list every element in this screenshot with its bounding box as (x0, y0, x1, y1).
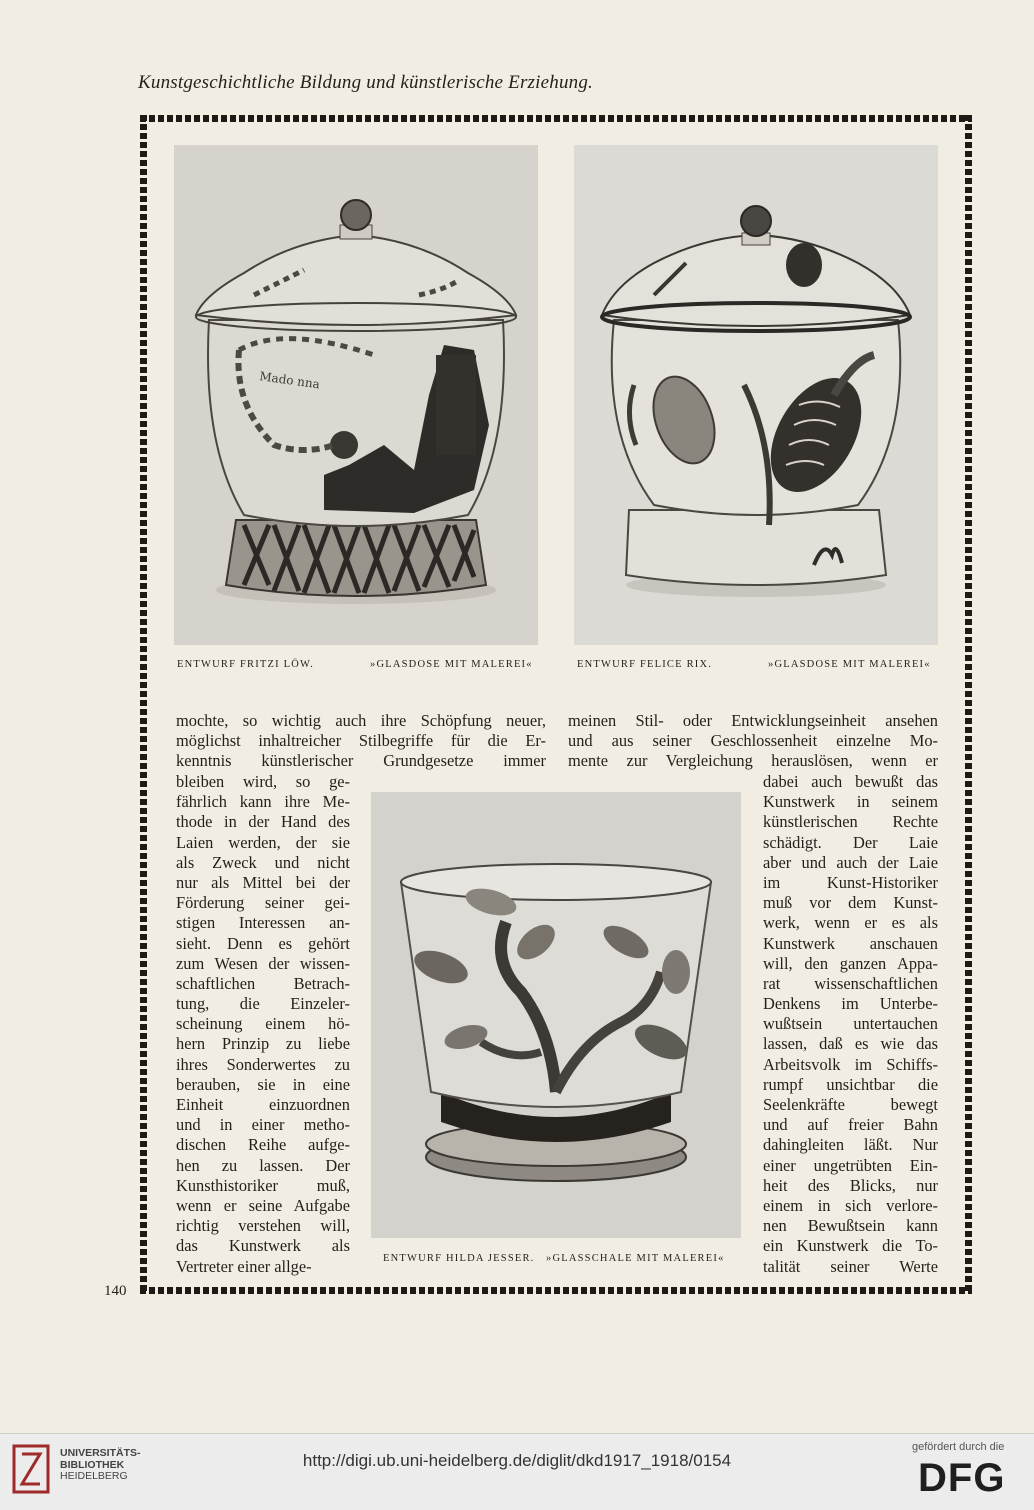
text-line: nur als Mittel bei der (176, 872, 350, 892)
text-line: nen Bewußtsein kann (763, 1216, 938, 1236)
text-top-right (568, 711, 938, 772)
text-line: wußtsein untertauchen (763, 1014, 938, 1034)
library-line-2: BIBLIOTHEK (60, 1458, 125, 1471)
text-line: das Kunstwerk als (176, 1236, 350, 1256)
text-line: dahingleiten läßt. Nur (763, 1135, 938, 1155)
running-head: Kunstgeschichtliche Bildung und künstlerische Erziehung. (138, 72, 593, 93)
text-line: muß vor dem Kunst- (763, 893, 938, 913)
text-line: rumpf unsichtbar die (763, 1074, 938, 1094)
text-left-narrow (176, 772, 350, 1277)
text-line: Kunstwerk anschauen (763, 933, 938, 953)
text-line: als Zweck und nicht (176, 852, 350, 872)
text-line: Einheit einzuordnen (176, 1095, 350, 1114)
text-line: Denkens im Unterbe- (763, 994, 938, 1014)
glass-jar-illustration-1 (174, 145, 538, 645)
library-line-1: UNIVERSITÄTS- (60, 1447, 141, 1459)
text-line: und in einer metho- (176, 1115, 350, 1135)
text-line: dischen Reihe aufge- (176, 1135, 350, 1155)
text-line: mente zur Vergleichung herauslösen, wenn er (568, 751, 938, 771)
text-line: heit des Blicks, nur (763, 1175, 938, 1195)
svg-text:Mado nna: Mado nna (258, 369, 321, 392)
text-line: kenntnis künstlerischer Grundgesetze immer (176, 751, 546, 771)
photo-felice-rix-jar (574, 145, 938, 645)
text-line: einer ungetrübten Ein- (763, 1155, 938, 1175)
funded-by-text: gefördert durch die (912, 1441, 1005, 1453)
text-line: schaftlichen Betrach- (176, 973, 350, 993)
text-line: aber und auch der Laie (763, 852, 938, 872)
text-line: Arbeitsvolk im Schiffs- (763, 1054, 938, 1074)
page-number: 140 (104, 1283, 127, 1299)
text-line: und auf freier Bahn (763, 1115, 938, 1135)
border-right (965, 115, 972, 1294)
text-line: Laien werden, der sie (176, 832, 350, 852)
text-line: künstlerischen Rechte (763, 812, 938, 832)
text-line: ihres Sonderwertes zu (176, 1054, 350, 1074)
text-line: zum Wesen der wissen- (176, 953, 350, 973)
glass-bowl-illustration (371, 792, 741, 1238)
text-line: wenn er seine Aufgabe (176, 1195, 350, 1215)
text-line: will, den ganzen Appa- (763, 953, 938, 973)
text-line: fährlich kann ihre Me- (176, 792, 350, 812)
text-line: Vertreter einer allge- (176, 1256, 312, 1276)
text-line: einem in sich verlore- (763, 1195, 938, 1215)
caption-designer-3: ENTWURF HILDA JESSER. (383, 1253, 535, 1264)
photo-fritzi-loew-jar (174, 145, 538, 645)
text-line: berauben, sie in eine (176, 1074, 350, 1094)
text-line: ein Kunstwerk die To- (763, 1236, 938, 1256)
text-line: thode in der Hand des (176, 812, 350, 832)
text-line: Kunstwerk in seinem (763, 792, 938, 812)
text-line: richtig verstehen will, (176, 1216, 350, 1236)
text-line: möglichst inhaltreicher Stilbegriffe für die Er- (176, 731, 546, 751)
text-line: scheinung einem hö- (176, 1014, 350, 1034)
border-left (140, 115, 147, 1294)
text-line: dabei auch bewußt das (763, 772, 938, 791)
text-line: bleiben wird, so ge- (176, 772, 350, 791)
footer-bar (0, 1433, 1034, 1510)
library-line-3: HEIDELBERG (60, 1470, 128, 1482)
text-line: schädigt. Der Laie (763, 832, 938, 852)
caption-designer-2: ENTWURF FELICE RIX. (577, 659, 713, 670)
caption-title-2: »GLASDOSE MIT MALEREI« (768, 659, 931, 670)
dfg-logo: DFG (918, 1456, 1006, 1500)
text-line: hen zu lassen. Der (176, 1155, 350, 1175)
photo-hilda-jesser-bowl (371, 792, 741, 1238)
text-line: rat wissenschaftlichen (763, 973, 938, 993)
text-line: meinen Stil- oder Entwicklungseinheit ansehen (568, 711, 938, 730)
caption-title-1: »GLASDOSE MIT MALEREI« (370, 659, 533, 670)
text-right-narrow (763, 772, 938, 1277)
text-line: Förderung seiner gei- (176, 893, 350, 913)
caption-title-3: »GLASSCHALE MIT MALEREI« (546, 1253, 725, 1264)
text-top-left (176, 711, 546, 772)
text-line: mochte, so wichtig auch ihre Schöpfung neuer, (176, 711, 546, 730)
text-line: Kunsthistoriker muß, (176, 1175, 350, 1195)
text-line: und aus seiner Geschlossenheit einzelne Mo- (568, 731, 938, 751)
text-line: hern Prinzip zu liebe (176, 1034, 350, 1054)
source-url-link[interactable]: http://digi.ub.uni-heidelberg.de/diglit/dkd1917_1918/0154 (302, 1451, 732, 1470)
text-line: lassen, daß es wie das (763, 1034, 938, 1054)
glass-jar-illustration-2 (574, 145, 938, 645)
text-line: talität seiner Werte (763, 1256, 938, 1276)
border-bottom (140, 1287, 972, 1294)
text-line: sieht. Denn es gehört (176, 933, 350, 953)
text-line: werk, wenn er es als (763, 913, 938, 933)
caption-designer-1: ENTWURF FRITZI LÖW. (177, 659, 315, 670)
text-line: stigen Interessen an- (176, 913, 350, 933)
text-line: tung, die Einzeler- (176, 994, 350, 1014)
border-top (140, 115, 972, 122)
text-line: im Kunst-Historiker (763, 872, 938, 892)
text-line: Seelenkräfte bewegt (763, 1095, 938, 1114)
